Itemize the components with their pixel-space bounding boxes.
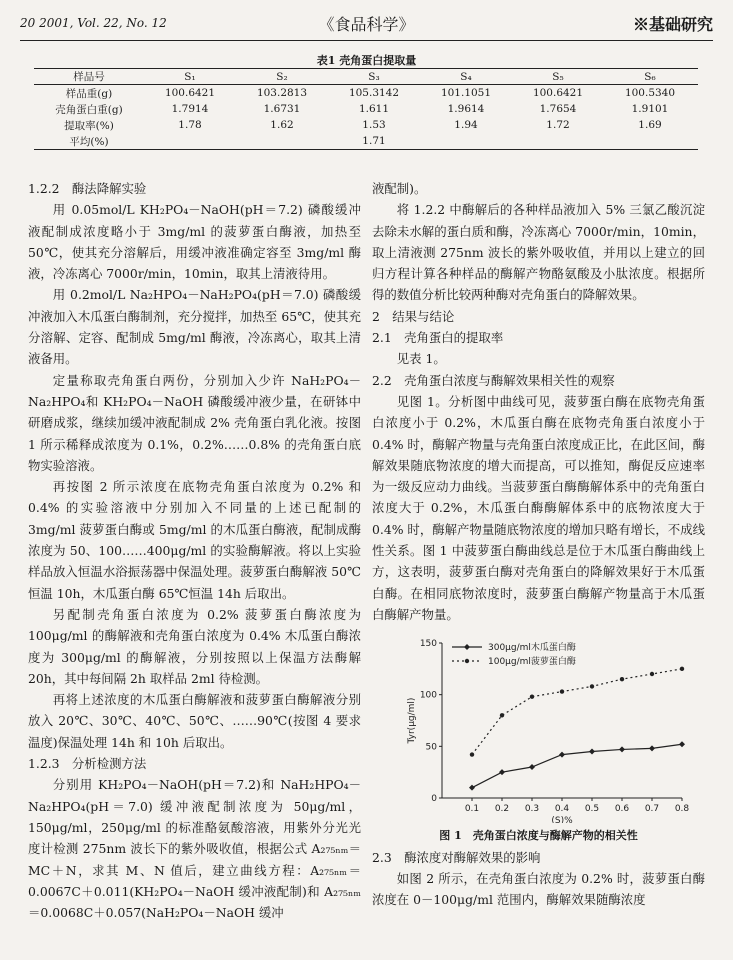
table-cell: 100.6421: [164, 87, 216, 99]
data-point: [530, 695, 534, 699]
data-point: [680, 667, 684, 671]
section-heading: 2.3 酶浓度对酶解效果的影响: [372, 849, 541, 865]
data-point: [649, 746, 655, 752]
table-cell: 100.5340: [624, 87, 676, 99]
data-point: [589, 749, 595, 755]
y-tick-label: 150: [419, 639, 437, 650]
journal-volume: 20 2001, Vol. 22, No. 12: [20, 16, 167, 30]
table-cell: 103.2813: [256, 87, 308, 99]
paragraph: 定量称取壳角蛋白两份，分别加入少许 NaH₂PO₄－Na₂HPO₄和 KH₂PO₄－NaOH 磷酸缓冲液少量，在研钵中研磨成浆，继续加缓冲液配制成 2% 壳角蛋白乳化液。按图 1 所示稀释成浓度为 0.1%，0.2%……0.8% 的壳角蛋白底物实验溶液。: [28, 372, 361, 473]
figure-caption: 图 1 壳角蛋白浓度与酶解产物的相关性: [439, 829, 638, 843]
data-point: [499, 769, 505, 775]
y-tick-label: 50: [425, 742, 437, 753]
table-cell: 1.78: [178, 119, 202, 131]
table-caption: 表1 壳角蛋白提取量: [316, 54, 417, 67]
data-point: [679, 742, 685, 748]
table-cell: 1.53: [362, 119, 386, 131]
x-tick-label: 0.8: [674, 804, 690, 815]
y-tick-label: 0: [431, 794, 437, 805]
section-heading: 2.2 壳角蛋白浓度与酶解效果相关性的观察: [372, 372, 615, 388]
extraction-table: [34, 68, 698, 150]
paragraph: 用 0.2mol/L Na₂HPO₄－NaH₂PO₄(pH＝7.0) 磷酸缓冲液加入木瓜蛋白酶制剂，充分搅拌，加热至 65℃，使其充分溶解、定容、配制成 5mg/ml 酶液，冷冻离心，取其上清液备用。: [28, 287, 361, 367]
table-cell: 1.62: [270, 119, 294, 131]
paragraph: 分别用 KH₂PO₄－NaOH(pH＝7.2)和 NaH₂HPO₄－Na₂HPO₄(pH＝7.0) 缓冲液配制浓度为 50μg/ml，150μg/ml，250μg/ml 的标准酪氨酸溶液，用紫外分光光度计检测 275nm 波长下的紫外吸收值，根据公式 A₂₇₅ₙₘ＝MC＋N，求其 M、N 值后，建立曲线方程：A₂₇₅ₙₘ＝0.0067C＋0.011(KH₂PO₄－NaOH 缓冲液配制)和 A₂₇₅ₙₘ＝0.0068C＋0.057(NaH₂PO₄－NaOH 缓冲: [28, 777, 361, 921]
paragraph: 见图 1。分析图中曲线可见，菠萝蛋白酶在底物壳角蛋白浓度小于 0.2%，木瓜蛋白酶在底物壳角蛋白浓度小于 0.4% 时，酶解产物量与壳角蛋白浓度成正比，在此区间，酶解效果随底物浓度的增大而提高，可以推知，酶促反应速率为一级反应动力曲线。当菠萝蛋白酶酶解体系中的壳角蛋白浓度大于 0.2%，木瓜蛋白酶酶解体系中的底物浓度大于 0.4% 时，酶解产物量随底物浓度的增加只略有增长，不成线性关系。图 1 中菠萝蛋白酶曲线总是位于木瓜蛋白酶曲线上方，这表明，菠萝蛋白酶对壳角蛋白的降解效果好于木瓜蛋白酶。在相同底物浓度时，菠萝蛋白酶解产物量高于木瓜蛋白酶解产物量。: [372, 393, 705, 622]
data-point: [559, 752, 565, 758]
series-line-2: [472, 669, 682, 755]
table-cell: 提取率(%): [64, 119, 114, 132]
section-label: ※基础研究: [632, 15, 713, 34]
table-row: [34, 85, 698, 101]
paragraph: 将 1.2.2 中酶解后的各种样品液加入 5% 三氯乙酸沉淀去除未水解的蛋白质和酶，冷冻离心 7000r/min，10min，取上清液测 275nm 波长的紫外吸收值，并用以上建立的回归方程计算各种样品的酶解产物酪氨酸及小肽浓度。根据所得的数值分析比较两种酶对壳角蛋白的降解效果。: [372, 202, 705, 303]
paragraph: 另配制壳角蛋白浓度为 0.2% 菠萝蛋白酶浓度为 100μg/ml 的酶解液和壳角蛋白浓度为 0.4% 木瓜蛋白酶浓度为 300μg/ml 的酶解液，分别按照以上保温方法酶解 20h，其中每间隔 2h 取样品 2ml 待检测。: [28, 606, 361, 686]
header-rule: [20, 40, 713, 41]
table-cell: 平均(%): [69, 135, 109, 148]
table-cell: 101.1051: [440, 87, 492, 99]
paragraph: 用 0.05mol/L KH₂PO₄－NaOH(pH＝7.2) 磷酸缓冲液配制成浓度略小于 3mg/ml 的菠萝蛋白酶液，加热至 50℃，使其充分溶解后，用缓冲液准确定容至 3mg/ml 酶液，冷冻离心 7000r/min，10min，取其上清液待用。: [28, 202, 361, 282]
data-point: [500, 713, 504, 717]
x-tick-label: 0.5: [584, 804, 600, 815]
table-cell: 1.9614: [447, 103, 485, 115]
table-cell: 样品重(g): [65, 87, 113, 100]
legend-label: 300μg/ml木瓜蛋白酶: [488, 643, 576, 654]
data-point: [469, 785, 475, 791]
x-tick-label: 0.6: [614, 804, 630, 815]
legend-label: 100μg/ml菠萝蛋白酶: [488, 657, 576, 668]
paragraph: 见表 1。: [396, 351, 446, 367]
page-header: [20, 12, 713, 38]
table-header-cell: S₅: [552, 70, 564, 83]
y-tick-label: 100: [419, 690, 437, 701]
journal-title: 《食品科学》: [318, 15, 415, 34]
x-tick-label: 0.4: [554, 804, 570, 815]
data-point: [619, 747, 625, 753]
legend-marker: [465, 659, 469, 663]
paragraph: 再将上述浓度的木瓜蛋白酶解液和菠萝蛋白酶解液分别放入 20℃、30℃、40℃、50℃、……90℃(按图 4 要求温度)保温处理 14h 和 10h 后取出。: [28, 692, 361, 750]
table-header-cell: S₆: [644, 70, 656, 83]
table-cell: 1.72: [546, 119, 570, 131]
table-cell: 1.71: [362, 135, 386, 147]
table-cell: 1.611: [358, 103, 390, 115]
paragraph: 液配制)。: [372, 181, 427, 196]
table-header-cell: 样品号: [73, 71, 105, 83]
section-heading: 1.2.3 分析检测方法: [28, 756, 147, 772]
series-line-1: [472, 745, 682, 788]
table-cell: 1.9101: [631, 103, 669, 115]
right-column: [372, 178, 705, 910]
table-cell: 1.94: [454, 119, 478, 131]
left-column: [28, 178, 361, 923]
table-row: [34, 101, 698, 117]
paragraph: 再按图 2 所示浓度在底物壳角蛋白浓度为 0.2% 和 0.4% 的实验溶液中分别加入不同量的上述已配制的 3mg/ml 菠萝蛋白酶或 5mg/ml 的木瓜蛋白酶液，配制成酶浓度为 50、100……400μg/ml 的实验酶解液。将以上实验样品放入恒温水浴振荡器中保温处理。菠萝蛋白酶解液 50℃恒温 10h，木瓜蛋白酶 65℃恒温 14h 后取出。: [28, 479, 361, 601]
table-cell: 1.6731: [263, 103, 301, 115]
table-header-cell: S₄: [460, 70, 472, 83]
table-cell: 1.7654: [539, 103, 577, 115]
table-cell: 壳角蛋白重(g): [55, 103, 123, 116]
data-point: [650, 672, 654, 676]
paragraph: 如图 2 所示，在壳角蛋白浓度为 0.2% 时，菠萝蛋白酶浓度在 0－100μg/ml 范围内，酶解效果随酶浓度: [372, 870, 705, 908]
x-tick-label: 0.1: [464, 804, 480, 815]
table-cell: 100.6421: [532, 87, 584, 99]
x-axis-label: (S)%: [551, 816, 573, 824]
figure-1-chart: [372, 633, 705, 823]
table-header-cell: S₂: [276, 70, 288, 83]
table-cell: 1.7914: [171, 103, 209, 115]
section-heading: 1.2.2 酶法降解实验: [28, 181, 147, 196]
section-heading: 2 结果与结论: [372, 308, 455, 324]
data-point: [470, 753, 474, 757]
legend-marker: [464, 644, 470, 650]
x-tick-label: 0.3: [524, 804, 540, 815]
section-heading: 2.1 壳角蛋白的提取率: [372, 330, 504, 346]
table-header-cell: S₃: [368, 70, 380, 83]
table-row: [34, 133, 698, 149]
data-point: [590, 684, 594, 688]
x-tick-label: 0.7: [644, 804, 660, 815]
data-point: [529, 764, 535, 770]
data-point: [560, 690, 564, 694]
y-axis-label: Tyr(μg/ml): [407, 697, 417, 744]
data-point: [620, 677, 624, 681]
table-row: [34, 117, 698, 133]
x-tick-label: 0.2: [494, 804, 510, 815]
table-cell: 105.3142: [348, 87, 400, 99]
table-header-cell: S₁: [184, 70, 196, 83]
table-cell: 1.69: [638, 119, 662, 131]
table-header-row: [34, 69, 698, 85]
